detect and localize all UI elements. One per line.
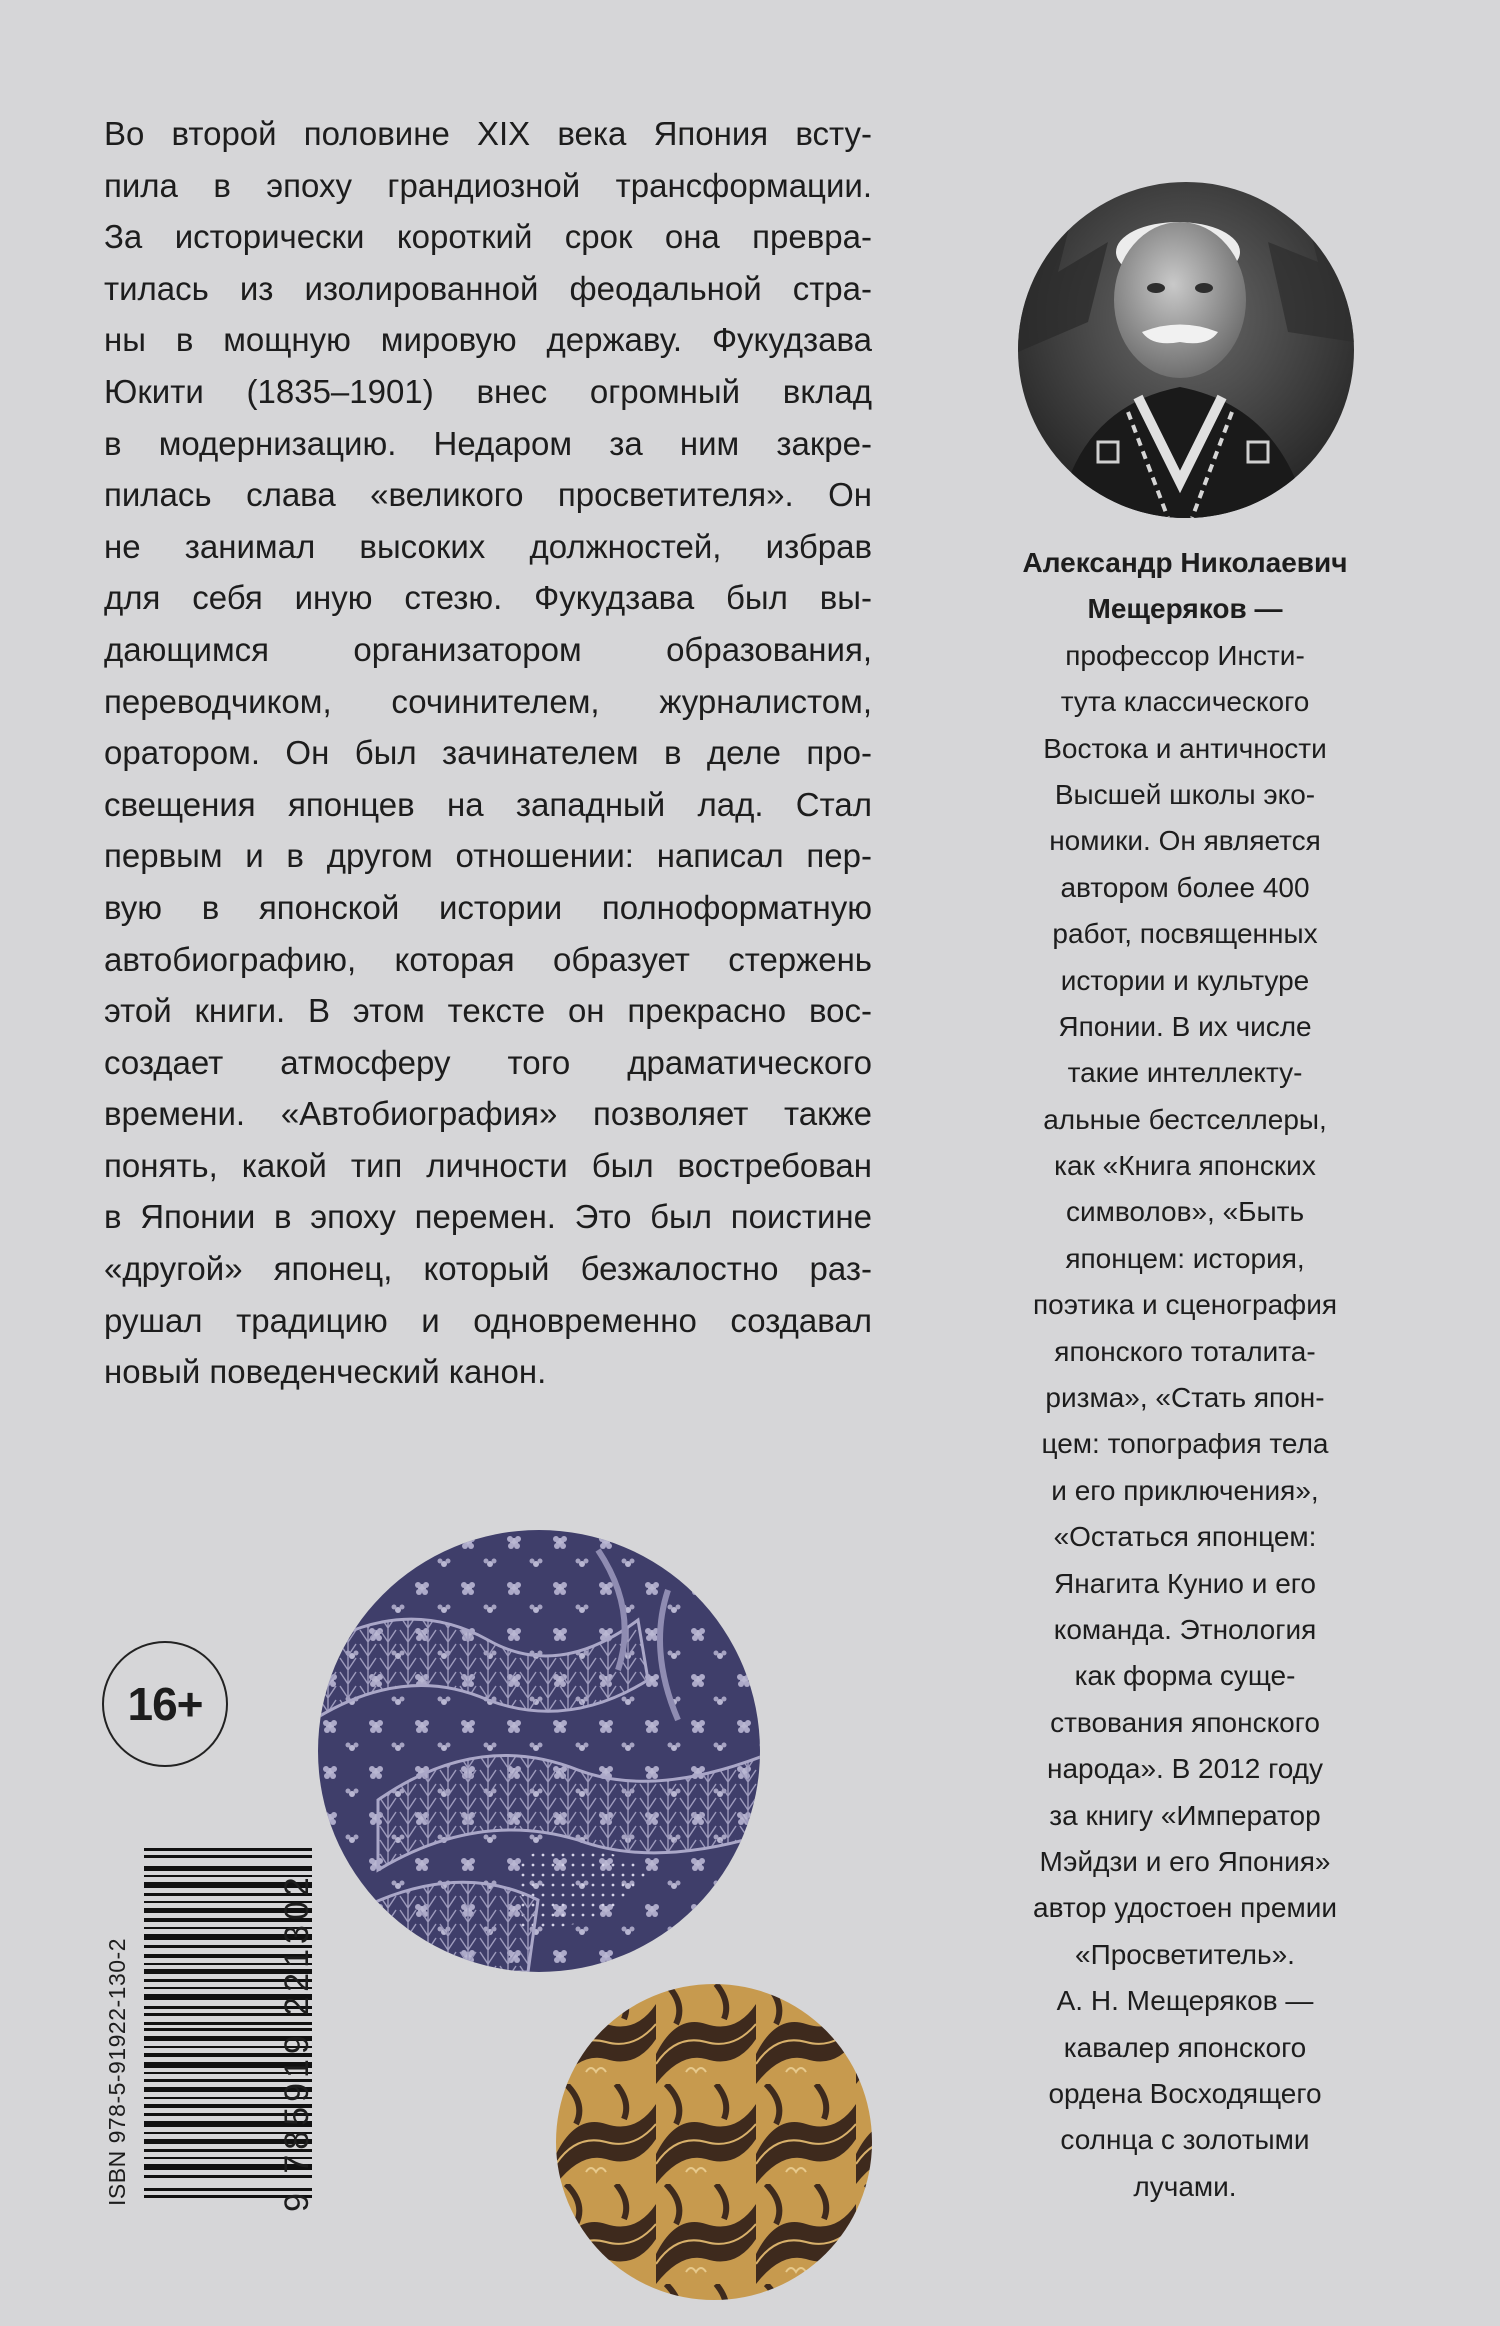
- annotation-line: ны в мощную мировую державу. Фукудзава: [104, 321, 872, 359]
- bio-line: кавалер японского: [1063, 2031, 1307, 2063]
- annotation-line: в модернизацию. Недаром за ним закре-: [104, 424, 872, 462]
- annotation-line: Юкити (1835–1901) внес огромный вклад: [104, 372, 872, 410]
- bio-line: символов», «Быть: [1065, 1196, 1305, 1228]
- author-name: Александр Николаевич: [1022, 547, 1348, 578]
- bio-line: альные бестселлеры,: [1043, 1103, 1327, 1135]
- bio-line: профессор Инсти-: [1065, 639, 1305, 671]
- isbn-number: ISBN 978-5-91922-130-2: [104, 1938, 130, 2206]
- annotation-line: пилась слава «великого просветителя». Он: [104, 476, 872, 514]
- bio-line: ордена Восходящего: [1048, 2077, 1322, 2109]
- annotation-line: пила в эпоху грандиозной трансформации.: [104, 166, 872, 204]
- annotation-line: в Японии в эпоху перемен. Это был поистине: [104, 1198, 872, 1236]
- annotation-line: создает атмосферу того драматического: [104, 1043, 872, 1081]
- bio-line: ризма», «Стать япон-: [1045, 1382, 1325, 1414]
- annotation-line: свещения японцев на западный лад. Стал: [104, 785, 872, 823]
- annotation-line: первым и в другом отношении: написал пер-: [104, 837, 872, 875]
- author-surname: Мещеряков: [1087, 593, 1247, 625]
- bio-line: истории и культуре: [1060, 964, 1310, 996]
- annotation-line: За исторически короткий срок она превра-: [104, 218, 872, 256]
- portrait-image: [1018, 182, 1354, 518]
- bio-line: как «Книга японских: [1054, 1150, 1316, 1182]
- bio-line: «Остаться японцем:: [1053, 1521, 1317, 1553]
- bio-line: Высшей школы эко-: [1054, 778, 1316, 810]
- bio-line: японцем: история,: [1065, 1242, 1305, 1274]
- bio-line: лучами.: [1133, 2170, 1237, 2202]
- age-rating-badge: 16+: [102, 1641, 228, 1767]
- bio-line: автором более 400: [1060, 871, 1310, 903]
- bio-line: такие интеллекту-: [1067, 1057, 1303, 1089]
- book-annotation: [104, 108, 872, 1398]
- bio-line: Янагита Кунио и его: [1054, 1567, 1316, 1599]
- bio-line: Мэйдзи и его Япония»: [1039, 1845, 1331, 1877]
- annotation-line: дающимся организатором образования,: [104, 630, 872, 668]
- bio-line: за книгу «Император: [1049, 1799, 1321, 1831]
- bio-line: ствования японского: [1050, 1706, 1320, 1738]
- author-dash: —: [1246, 593, 1283, 625]
- bio-line: солнца с золотыми: [1060, 2124, 1310, 2156]
- bio-line: номики. Он является: [1049, 825, 1321, 857]
- author-name-line: [980, 586, 1390, 632]
- bio-line: тута классического: [1060, 686, 1310, 718]
- annotation-line: новый поведенческий канон.: [104, 1353, 547, 1391]
- annotation-line: «другой» японец, который безжалостно раз-: [104, 1250, 872, 1288]
- bio-line: цем: топография тела: [1041, 1428, 1329, 1460]
- annotation-line: понять, какой тип личности был востребован: [104, 1146, 872, 1184]
- gold-wave-pattern: [556, 1984, 872, 2300]
- author-portrait: [1018, 182, 1354, 518]
- annotation-line: вую в японской истории полноформатную: [104, 888, 872, 926]
- barcode-digits: 9 785919 221302: [278, 1872, 316, 2212]
- annotation-line: этой книги. В этом тексте он прекрасно вос-: [104, 992, 872, 1030]
- bio-line: А. Н. Мещеряков —: [1056, 1985, 1314, 2017]
- author-bio: [980, 540, 1390, 2210]
- bio-line: «Просветитель».: [1075, 1938, 1295, 1970]
- annotation-line: не занимал высоких должностей, избрав: [104, 527, 872, 565]
- bio-line: Японии. В их числе: [1058, 1010, 1312, 1042]
- annotation-line: переводчиком, сочинителем, журналистом,: [104, 682, 872, 720]
- blue-floral-pattern: [318, 1530, 760, 1972]
- annotation-line: оратором. Он был зачинателем в деле про-: [104, 734, 872, 772]
- bio-line: народа». В 2012 году: [1046, 1753, 1324, 1785]
- annotation-line: тилась из изолированной феодальной стра-: [104, 269, 872, 307]
- annotation-line: автобиографию, которая образует стержень: [104, 940, 872, 978]
- bio-line: и его приключения»,: [1051, 1474, 1319, 1506]
- annotation-line: Во второй половине XIX века Япония всту-: [104, 115, 872, 152]
- bio-line: команда. Этнология: [1053, 1613, 1317, 1645]
- annotation-line: времени. «Автобиография» позволяет также: [104, 1095, 872, 1133]
- annotation-line: для себя иную стезю. Фукудзава был вы-: [104, 579, 872, 617]
- bio-line: Востока и античности: [1043, 732, 1327, 764]
- bio-line: японского тоталита-: [1054, 1335, 1316, 1367]
- annotation-line: рушал традицию и одновременно создавал: [104, 1301, 872, 1339]
- bio-line: поэтика и сценография: [1032, 1289, 1338, 1321]
- bio-line: автор удостоен премии: [1033, 1892, 1337, 1924]
- bio-line: как форма суще-: [1074, 1660, 1296, 1692]
- bio-line: работ, посвященных: [1052, 918, 1318, 950]
